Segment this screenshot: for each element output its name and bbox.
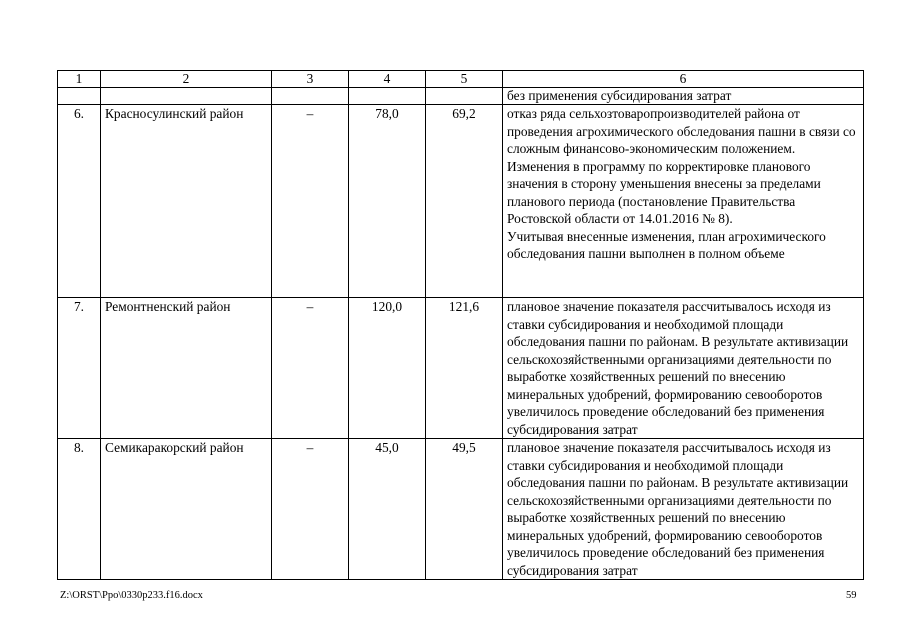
col3-value: – xyxy=(272,298,349,439)
explanation-cell xyxy=(503,105,864,298)
explanation-cell: плановое значение показателя рассчитывалось исходя из ставки субсидирования и необходимой площади обследования пашни по районам. В результате активизации сельскохозяйственными организациями деятельности по выработке хозяйственных решений по внесению минеральных удобрений, формированию севооборотов увеличилось проведение обследований без применения субсидирования затрат xyxy=(503,439,864,580)
continuation-text: без применения субсидирования затрат xyxy=(503,88,864,105)
row-number: 6. xyxy=(58,105,101,298)
explanation-paragraph: Изменения в программу по корректировке планового значения в сторону уменьшения внесены за пределами планового периода (постановление Правительства Ростовской области от 14.01.2016 № 8). xyxy=(507,158,821,226)
explanation-paragraph: отказ ряда сельхозтоваропроизводителей района от проведения агрохимического обследования пашни в связи со сложным финансово-экономическим положением. xyxy=(507,106,856,156)
header-cell-3: 3 xyxy=(272,71,349,88)
district-name: Красносулинский район xyxy=(101,105,272,298)
table-row xyxy=(58,439,864,580)
footer-page-number: 59 xyxy=(846,590,857,601)
header-cell-4: 4 xyxy=(349,71,426,88)
col3-value: – xyxy=(272,105,349,298)
col3-value: – xyxy=(272,439,349,580)
header-cell-5: 5 xyxy=(426,71,503,88)
header-cell-1: 1 xyxy=(58,71,101,88)
plan-value: 45,0 xyxy=(349,439,426,580)
actual-value: 121,6 xyxy=(426,298,503,439)
explanation-cell: плановое значение показателя рассчитывалось исходя из ставки субсидирования и необходимой площади обследования пашни по районам. В результате активизации сельскохозяйственными организациями деятельности по выработке хозяйственных решений по внесению минеральных удобрений, формированию севооборотов увеличилось проведение обследований без применения субсидирования затрат xyxy=(503,298,864,439)
table-row xyxy=(58,298,864,439)
report-table xyxy=(57,70,864,580)
row-number: 8. xyxy=(58,439,101,580)
continuation-row xyxy=(58,88,864,105)
plan-value: 78,0 xyxy=(349,105,426,298)
table-row xyxy=(58,105,864,298)
plan-value: 120,0 xyxy=(349,298,426,439)
footer-file-path: Z:\ORST\Ppo\0330p233.f16.docx xyxy=(60,590,203,601)
row-number: 7. xyxy=(58,298,101,439)
actual-value: 49,5 xyxy=(426,439,503,580)
actual-value: 69,2 xyxy=(426,105,503,298)
district-name: Ремонтненский район xyxy=(101,298,272,439)
district-name: Семикаракорский район xyxy=(101,439,272,580)
header-cell-6: 6 xyxy=(503,71,864,88)
explanation-paragraph: Учитывая внесенные изменения, план агрохимического обследования пашни выполнен в полном объеме xyxy=(507,228,826,261)
header-row xyxy=(58,71,864,88)
header-cell-2: 2 xyxy=(101,71,272,88)
